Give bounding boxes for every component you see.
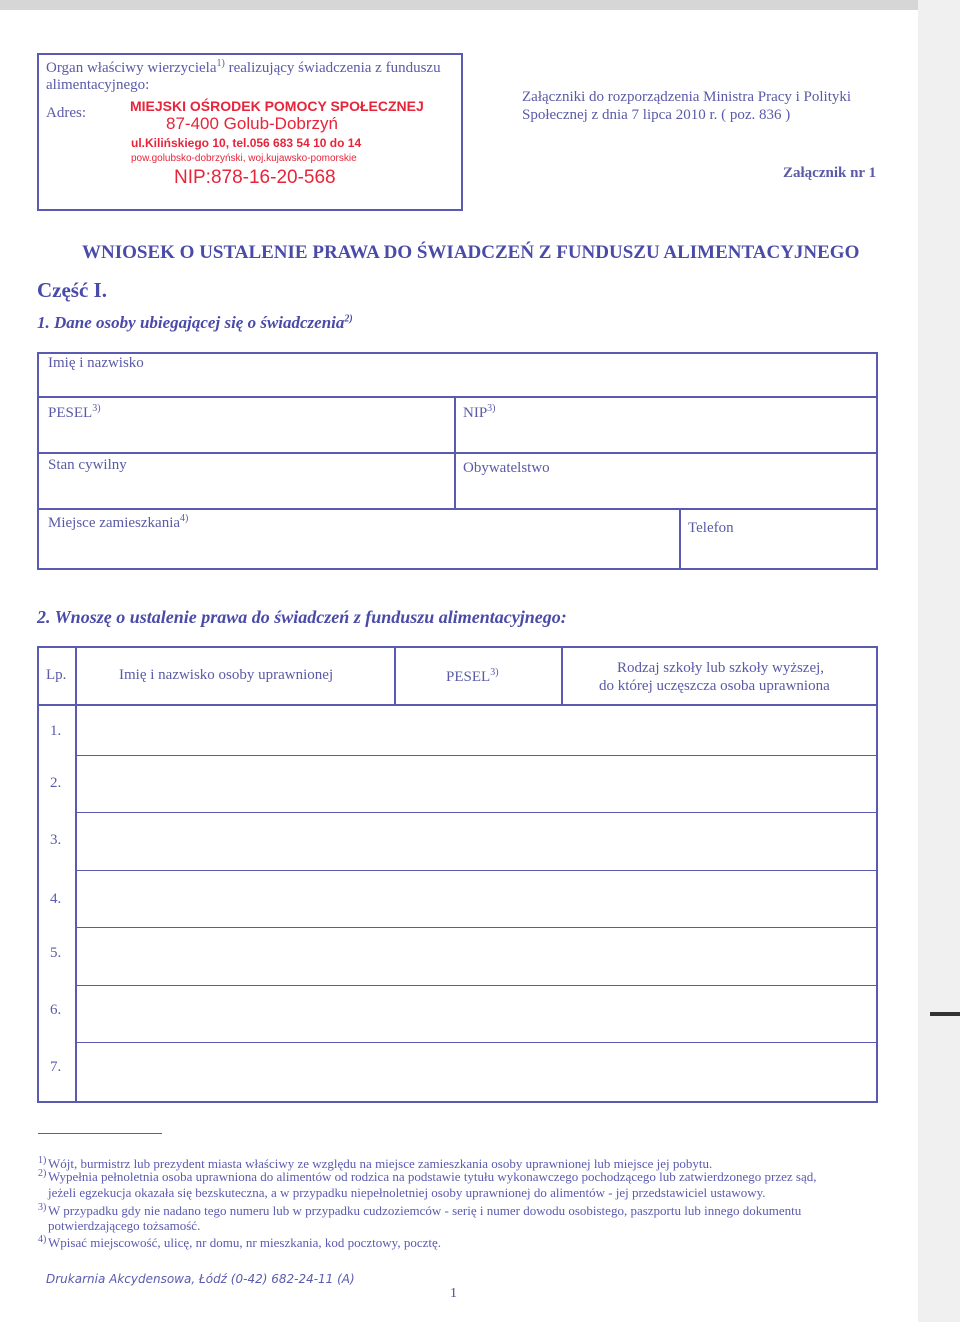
- col-lp: Lp.: [46, 667, 67, 683]
- table-vline-lp: [75, 646, 77, 1103]
- organ-line1: Organ właściwy wierzyciela$^{1)}$ realizujący świadczenia z funduszu: [46, 58, 441, 76]
- stamp-line3: ul.Kilińskiego 10, tel.056 683 54 10 do 14: [131, 136, 362, 150]
- table-row-sep-2: [75, 812, 878, 813]
- stamp-line1: MIEJSKI OŚRODEK POMOCY SPOŁECZNEJ: [130, 98, 424, 114]
- document-title: WNIOSEK O USTALENIE PRAWA DO ŚWIADCZEŃ Z FUNDUSZU ALIMENTACYJNEGO: [82, 242, 860, 263]
- form-vline-2: [679, 508, 681, 570]
- attachment-ref-line1: Załączniki do rozporządzenia Ministra Pracy i Polityki: [522, 89, 852, 105]
- marital-status-field[interactable]: Stan cywilny: [48, 457, 127, 473]
- scan-right-border: [918, 0, 960, 1322]
- form-hline-3: [37, 508, 878, 510]
- row-number: 2.: [50, 775, 62, 791]
- row-number: 4.: [50, 891, 62, 907]
- section2-heading: 2. Wnoszę o ustalenie prawa do świadczeń z funduszu alimentacyjnego:: [37, 607, 567, 627]
- citizenship-field[interactable]: Obywatelstwo: [463, 460, 550, 476]
- form-vline-1: [454, 396, 456, 510]
- table-row-sep-3: [75, 870, 878, 871]
- attachment-number: Załącznik nr 1: [783, 165, 877, 181]
- organ-line2: alimentacyjnego:: [46, 77, 150, 93]
- row-number: 3.: [50, 832, 62, 848]
- col-pesel: PESEL$^{3)}$: [446, 667, 499, 685]
- table-row-sep-1: [75, 755, 878, 756]
- stamp-line2: 87-400 Golub-Dobrzyń: [166, 114, 338, 133]
- applicant-form: [37, 352, 878, 570]
- printer-imprint: Drukarnia Akcydensowa, Łódź (0-42) 682-24-11 (A): [46, 1272, 355, 1286]
- table-vline-name: [394, 646, 396, 706]
- residence-field[interactable]: Miejsce zamieszkania$^{4)}$: [48, 513, 189, 531]
- phone-field[interactable]: Telefon: [688, 520, 734, 536]
- pesel-field[interactable]: PESEL$^{3)}$: [48, 403, 101, 421]
- row-number: 1.: [50, 723, 62, 739]
- section1-heading: 1. Dane osoby ubiegającej się o świadczenia$^{2)}$: [37, 313, 353, 332]
- footnote-rule: [38, 1133, 162, 1134]
- address-label: Adres:: [46, 105, 86, 121]
- col-school-line1: Rodzaj szkoły lub szkoły wyższej,: [617, 660, 825, 676]
- table-row-sep-6: [75, 1042, 878, 1043]
- table-row-sep-4: [75, 927, 878, 928]
- row-number: 5.: [50, 945, 62, 961]
- scan-edge-mark: [930, 1012, 960, 1016]
- nip-field[interactable]: NIP$^{3)}$: [463, 403, 496, 421]
- row-number: 7.: [50, 1059, 62, 1075]
- attachment-ref-line2: Społecznej z dnia 7 lipca 2010 r. ( poz. 836 ): [522, 107, 791, 123]
- col-school-line2: do której uczęszcza osoba uprawniona: [599, 678, 830, 694]
- col-name: Imię i nazwisko osoby uprawnionej: [119, 667, 334, 683]
- beneficiaries-table: [37, 646, 878, 1103]
- table-header-line: [37, 704, 878, 706]
- part-label: Część I.: [37, 278, 107, 302]
- page-number: 1: [450, 1286, 457, 1301]
- table-vline-pesel: [561, 646, 563, 706]
- form-hline-1: [37, 396, 878, 398]
- row-number: 6.: [50, 1002, 62, 1018]
- table-row-sep-5: [75, 985, 878, 986]
- stamp-line4: pow.golubsko-dobrzyński, woj.kujawsko-pomorskie: [131, 153, 357, 164]
- scan-top-border: [0, 0, 960, 10]
- stamp-nip: NIP:878-16-20-568: [174, 167, 336, 188]
- full-name-field[interactable]: Imię i nazwisko: [48, 355, 144, 371]
- form-hline-2: [37, 452, 878, 454]
